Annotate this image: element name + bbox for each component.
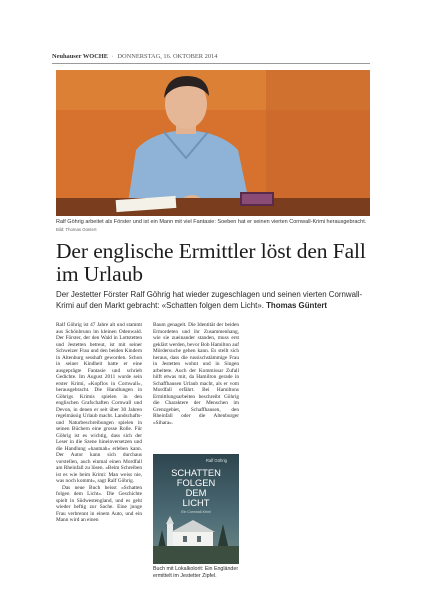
article-headline: Der englische Ermittler löst den Fall im Urlaub — [56, 239, 366, 286]
cover-subtitle: Ein Cornwall-Krimi — [181, 510, 211, 514]
body-paragraph-3: Baum genagelt. Die Identität der beiden Ermordeten und ihr Zusammenhang, wie sie zueinander standen, muss erst geklärt werden, bevor Bob Hamilton auf Mördersuche gehen kann. Es stellt sich heraus, dass die russischstämmige Frau in Jestetten wohnt und in Singen arbeitete. Auch der Kommissar Zufall hilft etwas mit, da Hamilton gerade in Schaffhausen Urlaub macht, als er vom Mordfall erfährt. Bei Hamiltons Ermittlungsarbeiten beschreibt Göhrig die Charaktere der Menschen im Grenzgebiet, Schaffhausen, den Rheinfall oder die Altenburger «Sihara». — [153, 322, 239, 426]
cover-title-2: FOLGEN — [176, 477, 216, 488]
cover-title-4: LICHT — [182, 497, 210, 508]
body-paragraph: Ralf Göhrig ist 47 Jahre alt und stammt aus Schönbrunn im kleinen Odenwald. Der Förster, der den Wald in Lottstetten und Jestetten betreut, ist mit seiner Schweizer Frau und den beiden Kindern in Altenburg sesshaft geworden. Schon in seiner Kindheit hatte er eine ausgeprägte Fantasie und schrieb Gedichte. Im August 2011 wurde sein erster Krimi, «Kopflos in Cornwall», herausgebracht. Die Handlungen in Göhrigs Krimis spielen in den englischen Grafschaften Cornwall und Devon, in denen er seit über 30 Jahren regelmässig Urlaub macht. Landschafts- und Naturbeschreibungen spielen in seinen Büchern eine grosse Rolle. Für Göhrig ist es wichtig, dass sich der Leser in die Szene hineinversetzen und die Handlung «hautnah» erleben kann. Der Autor kann sich durchaus vorstellen, auch einmal einen Mordfall am Rheinfall zu lösen. «Beim Schreiben ist es wie beim Krimi: Man weiss nie, was noch kommt», sagt Ralf Göhrig. — [56, 322, 142, 484]
cover-author: Ralf Göhrig — [205, 458, 227, 463]
body-paragraph-2: Das neue Buch heisst «Schatten folgen dem Licht». Die Geschichte spielt in Südwestengland, und es geht wieder heftig zur Sache. Eine junge Frau verbrennt in einem Auto, und ein Mann wird an einen — [56, 484, 142, 523]
photo-credit: Bild: Thomas Güntert — [56, 227, 97, 233]
lead-text: Der Jestetter Förster Ralf Göhrig hat wieder zugeschlagen und seinen vierten Cornwall-Krimi auf den Markt gebracht: «Schatten folgen dem Licht». — [56, 290, 363, 310]
book-cover-image — [153, 454, 239, 564]
cover-title-1: SCHATTEN — [171, 467, 221, 478]
author-photo — [56, 70, 370, 216]
photo-caption — [56, 219, 370, 234]
header-separator: · — [111, 53, 114, 60]
page-header — [52, 52, 370, 62]
article-column-2 — [153, 322, 239, 426]
article-lead — [56, 290, 368, 312]
header-rule — [52, 63, 370, 64]
article-author: Thomas Güntert — [266, 300, 328, 310]
issue-date: DONNERSTAG, 16. OKTOBER 2014 — [117, 53, 218, 60]
book-caption: Buch mit Lokalkolorit: Ein Engländer ermittelt im Jestetter Zipfel. — [153, 566, 239, 579]
article-column-1 — [56, 322, 142, 524]
photo-caption-text: Ralf Göhrig arbeitet als Förster und ist ein Mann mit viel Fantasie: Soeben hat er seinen vierten Cornwall-Krimi herausgebracht. — [56, 219, 367, 225]
cover-title-3: DEM — [185, 487, 207, 498]
newspaper-name: Neuhauser WOCHE — [52, 53, 109, 60]
